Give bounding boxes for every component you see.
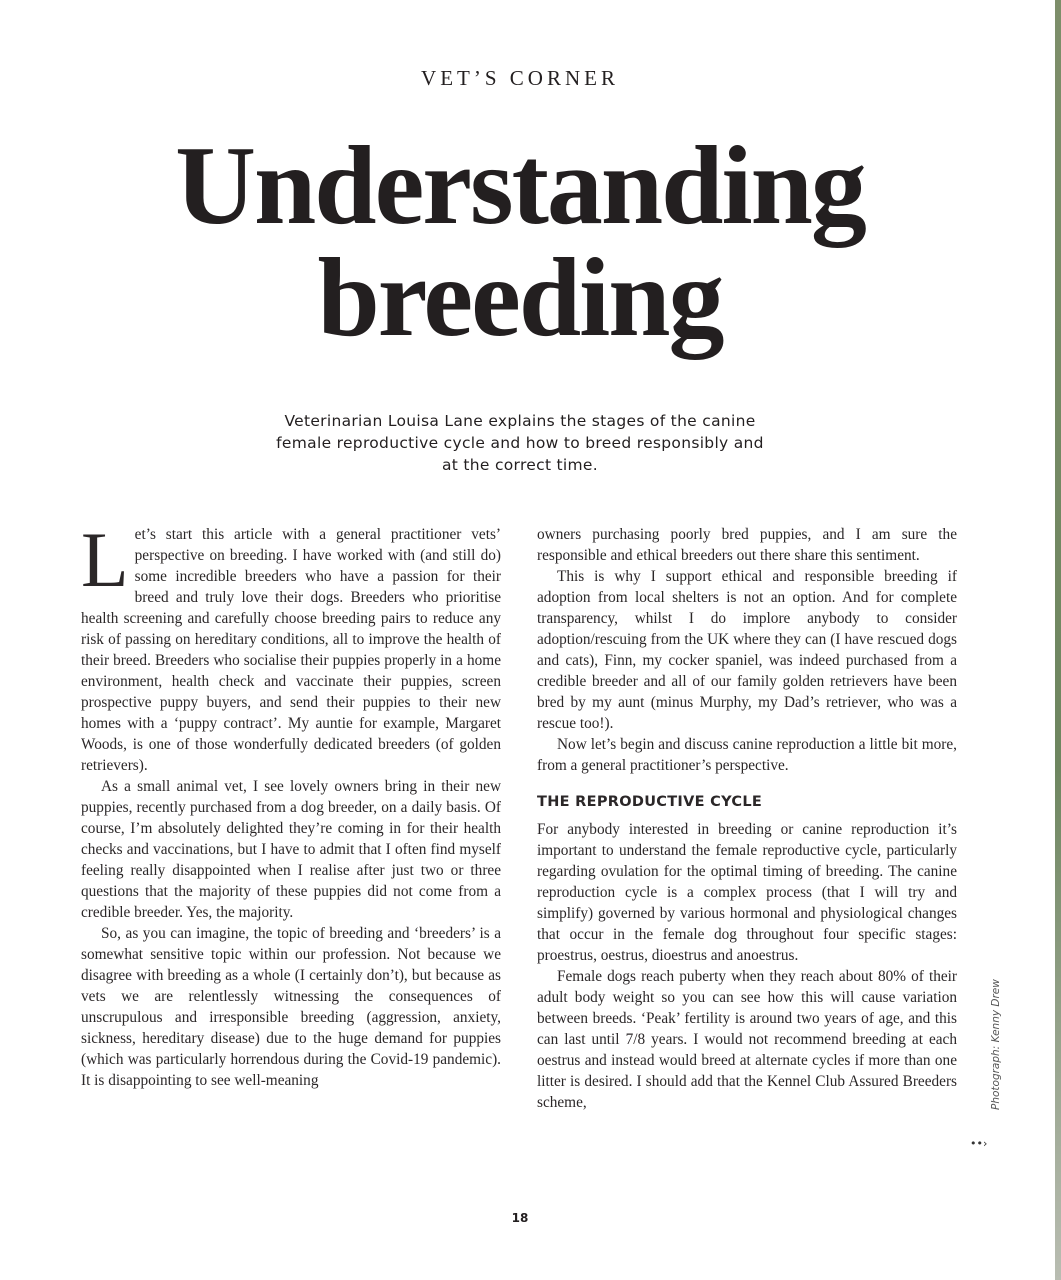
left-column — [81, 516, 501, 1091]
paragraph: This is why I support ethical and responsible breeding if adoption from local shelters is not an option. And for complete transparency, whilst I do implore anybody to consider adoption/rescuing from the UK where they can (I have rescued dogs and cats), Finn, my cocker spaniel, was indeed purchased from a credible breeder and all of our family golden retrievers have been bred by my aunt (minus Murphy, my Dad’s retriever, who was a rescue too!). — [537, 568, 957, 732]
paragraph — [81, 516, 501, 776]
title-line-1: Understanding — [175, 124, 865, 248]
photo-credit: Photograph: Kenny Drew — [990, 979, 1002, 1110]
title-line-2: breeding — [317, 236, 723, 360]
paragraph: As a small animal vet, I see lovely owners bring in their new puppies, recently purchased from a dog breeder, on a daily basis. Of course, I’m absolutely delighted they’re coming in for their health checks and vaccinations, but I have to admit that I often find myself feeling really disappointed when I realise after just two or three questions that the majority of these puppies did not come from a credible breeder. Yes, the majority. — [81, 778, 501, 921]
paragraph-text: et’s start this article with a general practitioner vets’ perspective on breeding. I have worked with (and still do) some incredible breeders who have a passion for their breed and truly love their dogs. Breeders who prioritise health screening and carefully choose breeding pairs to reduce any risk of passing on hereditary conditions, all to improve the health of their breed. Breeders who socialise their puppies properly in a home environment, health check and vaccinate their puppies, screen prospective puppy buyers, and send their puppies to their new homes with a ‘puppy contract’. My auntie for example, Margaret Woods, is one of those wonderfully dedicated breeders (of golden retrievers). — [81, 526, 501, 774]
drop-cap: L — [81, 516, 129, 603]
paragraph: For anybody interested in breeding or canine reproduction it’s important to understand the female reproductive cycle, particularly regarding ovulation for the optimal timing of breeding. The canine reproduction cycle is a complex process (that I will try and simplify) governed by various hormonal and physiological changes that occur in the female dog throughout four specific stages: proestrus, oestrus, dioestrus and anoestrus. — [537, 821, 957, 964]
subheading: THE REPRODUCTIVE CYCLE — [537, 794, 763, 810]
article-title — [0, 124, 1040, 360]
paragraph: Now let’s begin and discuss canine reproduction a little bit more, from a general practitioner’s perspective. — [537, 736, 957, 774]
section-label: VET’S CORNER — [421, 66, 619, 90]
right-column — [537, 524, 957, 1113]
continue-arrow-icon: ••› — [970, 1137, 988, 1150]
page-number: 18 — [511, 1211, 529, 1225]
standfirst: Veterinarian Louisa Lane explains the stages of the canine female reproductive cycle and how to breed responsibly and at the correct time. — [276, 412, 764, 474]
adjacent-page-edge — [1055, 0, 1061, 1280]
paragraph: So, as you can imagine, the topic of breeding and ‘breeders’ is a somewhat sensitive topic within our profession. Not because we disagree with breeding as a whole (I certainly don’t), but because as vets we are relentlessly witnessing the consequences of unscrupulous and irresponsible breeding (aggression, anxiety, sickness, hereditary disease) due to the huge demand for puppies (which was particularly horrendous during the Covid-19 pandemic). It is disappointing to see well-meaning — [81, 925, 501, 1089]
paragraph: Female dogs reach puberty when they reach about 80% of their adult body weight so you can see how this will cause variation between breeds. ‘Peak’ fertility is around two years of age, and this can last until 7/8 years. I would not recommend breeding at each oestrus and instead would breed at alternate cycles if more than one litter is desired. I should add that the Kennel Club Assured Breeders scheme, — [537, 968, 957, 1111]
paragraph: owners purchasing poorly bred puppies, and I am sure the responsible and ethical breeders out there share this sentiment. — [537, 526, 957, 564]
